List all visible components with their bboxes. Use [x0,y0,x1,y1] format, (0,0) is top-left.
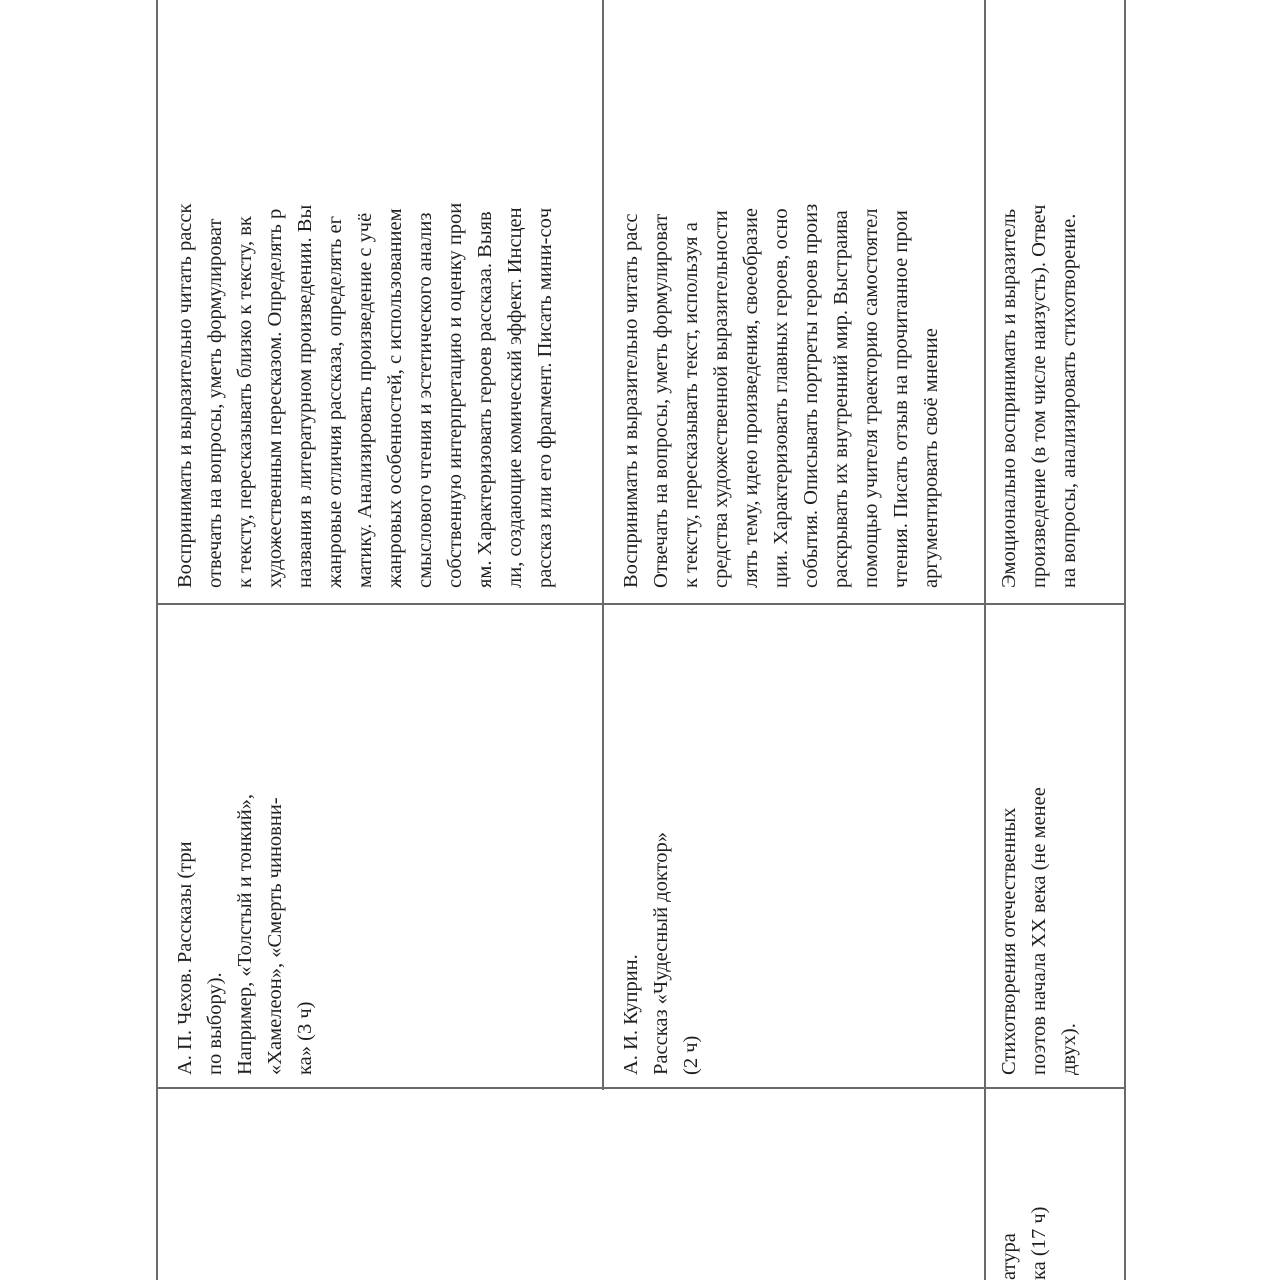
text-line: собственную интерпретацию и оценку прои [444,202,466,588]
text-line: аргументировать своё мнение [920,328,942,588]
text-line: чтения. Писать отзыв на прочитанное прои [890,210,912,588]
text-line: (2 ч) [680,1035,702,1075]
text-line: Воспринимать и выразительно читать расс [620,213,642,588]
text-line: произведение (в том числе наизусть). Отвеч [1028,204,1050,588]
text-line: ям. Характеризовать героев рассказа. Выяв [474,211,496,588]
row3-work-cell [994,605,1114,1075]
text-line: отвечать на вопросы, уметь формулироват [204,218,226,588]
text-line: художественным пересказом. Определять р [264,208,286,588]
text-line: к тексту, пересказывать текст, используя а [680,222,702,588]
text-line: раскрывать их внутренний мир. Выстраива [830,210,852,588]
text-line: двух). [1058,1023,1080,1075]
text-line: к тексту, пересказывать близко к тексту, вк [234,216,256,588]
text-line: Стихотворения отечественных [998,807,1020,1075]
row2-activities-cell [616,0,976,588]
row-divider-1 [602,0,604,1090]
text-line: ли, создающие комический эффект. Инсцен [504,207,526,588]
text-line: матику. Анализировать произведение с учё [354,212,376,588]
text-line: ка» (3 ч) [294,1001,316,1075]
text-line: атура [998,1233,1020,1280]
row3-section-cell [994,1100,1114,1280]
text-line: Воспринимать и выразительно читать расск [174,203,196,588]
text-line: Отвечать на вопросы, уметь формулироват [650,213,672,588]
row1-work-cell [170,605,590,1075]
text-line: лять тему, идею произведения, своеобразие [740,207,762,588]
text-line: ции. Характеризовать главных героев, осно [770,208,792,588]
text-line: смыслового чтения и эстетического анализ [414,212,436,588]
text-line: названия в литературном произведении. Вы [294,204,316,588]
text-line: на вопросы, анализировать стихотворение. [1058,213,1080,588]
text-line: поэтов начала XX века (не менее [1028,787,1050,1075]
text-line: жанровые отличия рассказа, определять ег [324,215,346,588]
text-line: А. П. Чехов. Рассказы (три [174,841,196,1075]
row3-activities-cell [994,0,1114,588]
text-line: Эмоционально воспринимать и выразитель [998,208,1020,588]
text-line: «Хамелеон», «Смерть чиновни- [264,797,286,1075]
text-line: Рассказ «Чудесный доктор» [650,832,672,1075]
text-line: Например, «Толстый и тонкий», [234,793,256,1075]
text-line: средства художественной выразительности [710,210,732,588]
row1-activities-cell [170,0,595,588]
text-line: А. И. Куприн. [620,954,642,1075]
text-line: события. Описывать портреты героев произ [800,203,822,588]
text-line: помощью учителя траекторию самостоятел [860,208,882,588]
text-line: по выбору). [204,972,226,1075]
text-line: ка (17 ч) [1028,1206,1050,1280]
text-line: жанровых особенностей, с использованием [384,208,406,588]
text-line: рассказ или его фрагмент. Писать мини-сoч [534,207,556,588]
row2-work-cell [616,605,976,1075]
column-divider-works [156,1087,1126,1089]
